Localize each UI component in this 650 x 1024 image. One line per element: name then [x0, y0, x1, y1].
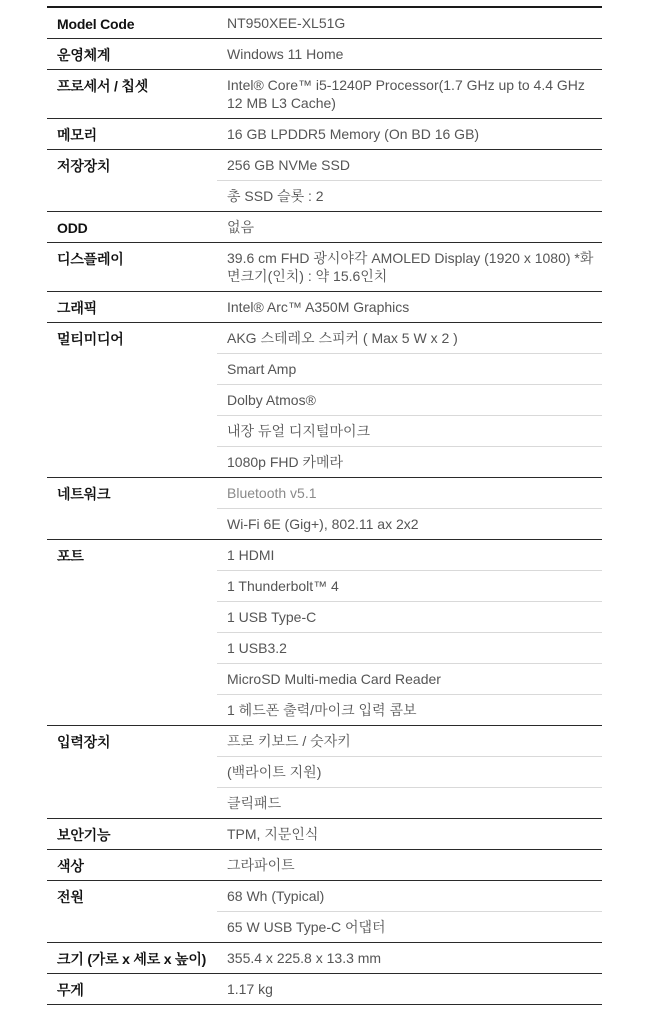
spec-value: NT950XEE-XL51G	[227, 15, 346, 31]
spec-values	[217, 8, 602, 38]
spec-label: 메모리	[57, 127, 97, 143]
spec-value: Bluetooth v5.1	[217, 478, 602, 509]
spec-values	[217, 478, 602, 539]
spec-label: 무게	[57, 982, 84, 998]
spec-value: Wi-Fi 6E (Gig+), 802.11 ax 2x2	[227, 516, 419, 532]
spec-label: 운영체계	[57, 47, 111, 63]
spec-values	[217, 943, 602, 973]
spec-row	[47, 70, 602, 119]
spec-values	[217, 243, 602, 291]
spec-value: MicroSD Multi-media Card Reader	[217, 664, 602, 695]
spec-label: Model Code	[57, 16, 135, 32]
spec-row	[47, 323, 602, 478]
spec-values	[217, 540, 602, 725]
spec-label: 포트	[57, 548, 84, 564]
spec-values	[217, 70, 602, 118]
spec-label: 입력장치	[57, 734, 111, 750]
spec-values	[217, 119, 602, 149]
spec-row	[47, 881, 602, 943]
spec-value: 355.4 x 225.8 x 13.3 mm	[227, 950, 382, 966]
spec-label: 크기 (가로 x 세로 x 높이)	[57, 951, 207, 967]
spec-label: 디스플레이	[57, 251, 124, 267]
spec-label: 저장장치	[57, 158, 111, 174]
spec-row	[47, 150, 602, 212]
spec-row	[47, 540, 602, 726]
spec-value: 256 GB NVMe SSD	[217, 150, 602, 181]
spec-row	[47, 943, 602, 974]
spec-row	[47, 478, 602, 540]
spec-row	[47, 243, 602, 292]
spec-row	[47, 39, 602, 70]
spec-value: Intel® Arc™ A350M Graphics	[227, 299, 410, 315]
spec-values	[217, 819, 602, 849]
spec-value: 39.6 cm FHD 광시야각 AMOLED Display (1920 x 1080) *화면크기(인치) : 약 15.6인치	[227, 250, 594, 284]
spec-values	[217, 323, 602, 477]
spec-values	[217, 726, 602, 818]
spec-values	[217, 212, 602, 242]
spec-values	[217, 850, 602, 880]
spec-label: 색상	[57, 858, 84, 874]
spec-row	[47, 8, 602, 39]
spec-label: 프로세서 / 칩셋	[57, 78, 149, 94]
spec-values	[217, 974, 602, 1004]
spec-row	[47, 726, 602, 819]
spec-value: 1 USB Type-C	[217, 602, 602, 633]
spec-value: 1 헤드폰 출력/마이크 입력 콤보	[227, 702, 417, 718]
spec-label: 멀티미디어	[57, 331, 124, 347]
spec-value: 1 Thunderbolt™ 4	[217, 571, 602, 602]
spec-value: (백라이트 지원)	[217, 757, 602, 788]
spec-value: TPM, 지문인식	[227, 826, 319, 842]
spec-value: 1 HDMI	[217, 540, 602, 571]
spec-value: AKG 스테레오 스피커 ( Max 5 W x 2 )	[217, 323, 602, 354]
spec-row	[47, 119, 602, 150]
spec-value: Intel® Core™ i5-1240P Processor(1.7 GHz up to 4.4 GHz 12 MB L3 Cache)	[227, 77, 585, 111]
spec-table	[47, 6, 602, 1005]
spec-row	[47, 292, 602, 323]
spec-value: 65 W USB Type-C 어댑터	[227, 919, 386, 935]
spec-row	[47, 850, 602, 881]
spec-label: 네트워크	[57, 486, 111, 502]
spec-value: 그라파이트	[227, 857, 295, 873]
spec-value: 프로 키보드 / 숫자키	[217, 726, 602, 757]
spec-value: Dolby Atmos®	[217, 385, 602, 416]
spec-row	[47, 819, 602, 850]
spec-label: 보안기능	[57, 827, 111, 843]
spec-value: 없음	[227, 219, 255, 235]
spec-value: 16 GB LPDDR5 Memory (On BD 16 GB)	[227, 126, 480, 142]
spec-row	[47, 974, 602, 1005]
spec-row	[47, 212, 602, 243]
spec-value: 1 USB3.2	[217, 633, 602, 664]
spec-value: 1080p FHD 카메라	[227, 454, 344, 470]
spec-label: 그래픽	[57, 300, 97, 316]
spec-value: 내장 듀얼 디지털마이크	[217, 416, 602, 447]
spec-values	[217, 39, 602, 69]
spec-values	[217, 150, 602, 211]
spec-label: ODD	[57, 220, 88, 236]
spec-value: 클릭패드	[227, 795, 282, 811]
spec-values	[217, 881, 602, 942]
spec-label: 전원	[57, 889, 84, 905]
spec-value: 1.17 kg	[227, 981, 273, 997]
spec-value: 총 SSD 슬롯 : 2	[227, 188, 324, 204]
spec-value: Windows 11 Home	[227, 46, 344, 62]
spec-values	[217, 292, 602, 322]
spec-value: 68 Wh (Typical)	[217, 881, 602, 912]
spec-value: Smart Amp	[217, 354, 602, 385]
